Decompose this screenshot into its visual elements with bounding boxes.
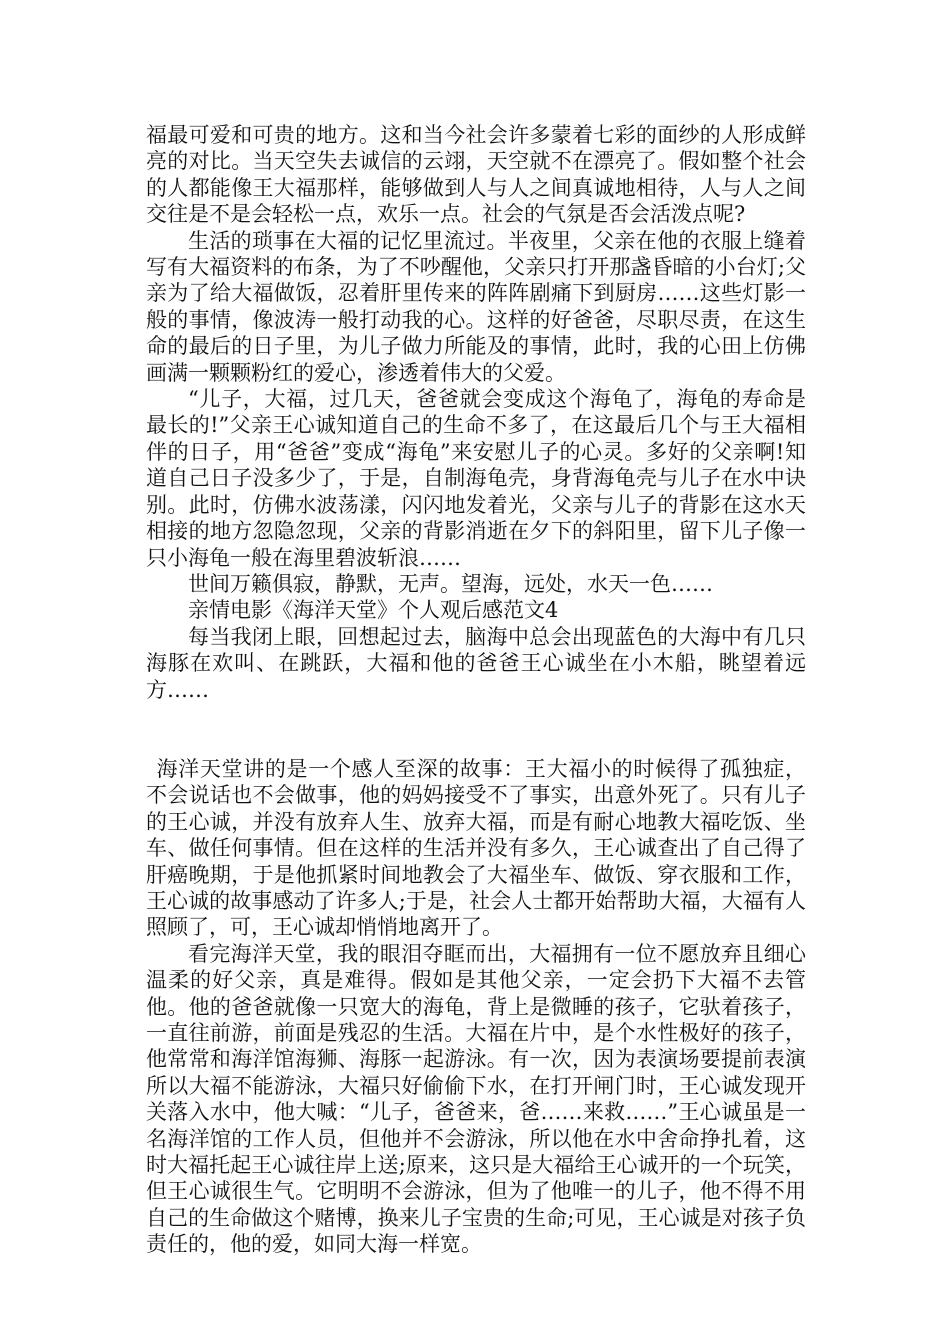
paragraph-turtle-farewell: “儿子，大福，过几天，爸爸就会变成这个海龟了，海龟的寿命是最长的!”父亲王心诚知道自己的生命不多了，在这最后几个与王大福相伴的日子，用“爸爸”变成“海龟”来安慰儿子的心灵。多好的父亲啊!知道自己日子没多少了，于是，自制海龟壳，身背海龟壳与儿子在水中诀别。此时，仿佛水波荡漾，闪闪地发着光，父亲与儿子的背影在这水天相接的地方忽隐忽现，父亲的背影消逝在夕下的斜阳里，留下儿子像一只小海龟一般在海里碧波斩浪…… [146,387,806,570]
paragraph-story-summary: 海洋天堂讲的是一个感人至深的故事：王大福小的时候得了孤独症，不会说话也不会做事，他的妈妈接受不了事实，出意外死了。只有儿子的王心诚，并没有放弃人生、放弃大福，而是有耐心地教大福吃饭、坐车、做任何事情。但在这样的生活并没有多久，王心诚查出了自己得了肝癌晚期，于是他抓紧时间地教会了大福坐车、做饭、穿衣服和工作，王心诚的故事感动了许多人;于是，社会人士都开始帮助大福，大福有人照顾了，可，王心诚却悄悄地离开了。 [146,756,806,940]
paragraph-continuation: 福最可爱和可贵的地方。这和当今社会许多蒙着七彩的面纱的人形成鲜亮的对比。当天空失去诚信的云翊，天空就不在漂亮了。假如整个社会的人都能像王大福那样，能够做到人与人之间真诚地相待，人与人之间交往是不是会轻松一点，欢乐一点。社会的气氛是否会活泼点呢? [146,123,806,227]
paragraph-father-memories: 生活的琐事在大福的记忆里流过。半夜里，父亲在他的衣服上缝着写有大福资料的布条，为了不吵醒他，父亲只打开那盏昏暗的小台灯;父亲为了给大福做饭，忍着肝里传来的阵阵剧痛下到厨房……这些灯影一般的事情，像波涛一般打动我的心。这样的好爸爸，尽职尽责，在这生命的最后的日子里，为儿子做力所能及的事情，此时，我的心田上仿佛画满一颗颗粉红的爱心，渗透着伟大的父爱。 [146,228,806,385]
blank-gap [146,703,806,756]
section-heading: 亲情电影《海洋天堂》个人观后感范文4 [188,598,559,623]
paragraph-silence: 世间万籁俱寂，静默，无声。望海，远处，水天一色…… [188,571,713,596]
paragraph-dolphins: 每当我闭上眼，回想起过去，脑海中总会出现蓝色的大海中有几只海豚在欢叫、在跳跃，大福和他的爸爸王心诚坐在小木船，眺望着远方…… [146,624,806,702]
paragraph-reflection: 看完海洋天堂，我的眼泪夺眶而出，大福拥有一位不愿放弃且细心温柔的好父亲，真是难得。假如是其他父亲，一定会扔下大福不去管他。他的爸爸就像一只宽大的海龟，背上是微睡的孩子，它驮着孩子，一直往前游，前面是残忍的生活。大福在片中，是个水性极好的孩子，他常常和海洋馆海狮、海豚一起游泳。有一次，因为表演场要提前表演所以大福不能游泳，大福只好偷偷下水，在打开闸门时，王心诚发现开关落入水中，他大喊：“儿子，爸爸来，爸……来救……”王心诚虽是一名海洋馆的工作人员，但他并不会游泳，所以他在水中舍命挣扎着，这时大福托起王心诚往岸上送;原来，这只是大福给王心诚开的一个玩笑，但王心诚很生气。它明明不会游泳，但为了他唯一的儿子，他不得不用自己的生命做这个赌博，换来儿子宝贵的生命;可见，王心诚是对孩子负责任的，他的爱，如同大海一样宽。 [146,941,806,1257]
document-page [146,122,806,1258]
